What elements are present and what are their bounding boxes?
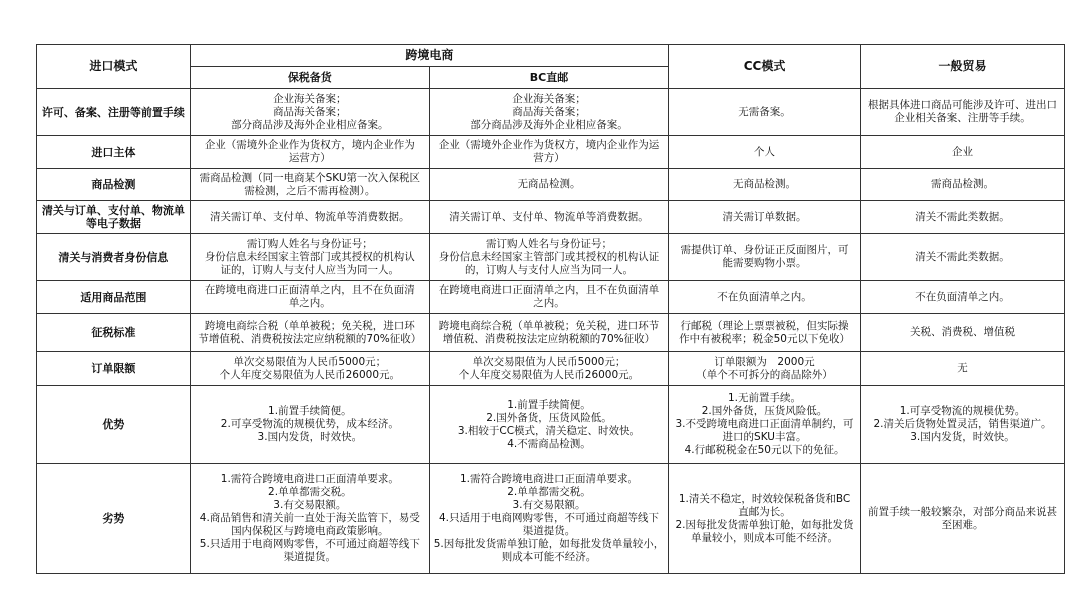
header-cross-border: 跨境电商 [190,45,668,67]
cell-general: 根据具体进口商品可能涉及许可、进出口 企业相关备案、注册等手续。 [860,89,1064,136]
table-row [37,201,1065,234]
row-label: 征税标准 [37,314,191,352]
cell-general: 无 [860,352,1064,386]
cell-bc: 跨境电商综合税（单单被税；免关税，进口环节 增值税、消费税按法定应纳税额的70%征收） [429,314,668,352]
cell-bonded: 企业（需境外企业作为货权方，境内企业作为 运营方） [190,136,429,169]
comparison-table [36,44,1065,574]
cell-bc: 无商品检测。 [429,169,668,201]
cell-cc: 行邮税（理论上票票被税，但实际操 作中有被税率；税金50元以下免收） [669,314,861,352]
row-label: 商品检测 [37,169,191,201]
cell-bonded: 跨境电商综合税（单单被税；免关税，进口环 节增值税、消费税按法定应纳税额的70%征收） [190,314,429,352]
cell-general: 清关不需此类数据。 [860,234,1064,281]
cell-general: 企业 [860,136,1064,169]
header-cc-mode: CC模式 [669,45,861,89]
cell-bonded: 需订购人姓名与身份证号； 身份信息未经国家主管部门或其授权的机构认 证的，订购人与支付人应当为同一人。 [190,234,429,281]
cell-general: 不在负面清单之内。 [860,281,1064,314]
cell-bc: 企业海关备案； 商品海关备案； 部分商品涉及海外企业相应备案。 [429,89,668,136]
table-row [37,136,1065,169]
table-row [37,281,1065,314]
table-row [37,352,1065,386]
row-label: 适用商品范围 [37,281,191,314]
table-row [37,169,1065,201]
cell-cc: 1.清关不稳定，时效较保税备货和BC 直邮为长。 2.因每批发货需单独订舱，如每批发货 单量较小，则成本可能不经济。 [669,464,861,574]
header-general-trade: 一般贸易 [860,45,1064,89]
cell-bonded: 企业海关备案； 商品海关备案； 部分商品涉及海外企业相应备案。 [190,89,429,136]
cell-general: 前置手续一般较繁杂，对部分商品来说甚 至困难。 [860,464,1064,574]
cell-cc: 1.无前置手续。 2.国外备货，压货风险低。 3.不受跨境电商进口正面清单制约，可 进口的SKU丰富。 4.行邮税税金在50元以下的免征。 [669,386,861,464]
row-label: 许可、备案、注册等前置手续 [37,89,191,136]
cell-bc: 1.前置手续简便。 2.国外备货，压货风险低。 3.相较于CC模式，清关稳定、时效快。 4.不需商品检测。 [429,386,668,464]
cell-cc: 无商品检测。 [669,169,861,201]
cell-bc: 1.需符合跨境电商进口正面清单要求。 2.单单都需交税。 3.有交易限额。 4.只适用于电商网购零售，不可通过商超等线下 渠道提货。 5.因每批发货需单独订舱，如每批发货单量较小， 则成本可能不经济。 [429,464,668,574]
cell-bonded: 1.前置手续简便。 2.可享受物流的规模优势，成本经济。 3.国内发货，时效快。 [190,386,429,464]
cell-general: 清关不需此类数据。 [860,201,1064,234]
row-label: 优势 [37,386,191,464]
header-bc-direct: BC直邮 [429,67,668,89]
cell-cc: 个人 [669,136,861,169]
header-import-mode: 进口模式 [37,45,191,89]
row-label: 清关与消费者身份信息 [37,234,191,281]
cell-general: 需商品检测。 [860,169,1064,201]
cell-bonded: 单次交易限值为人民币5000元； 个人年度交易限值为人民币26000元。 [190,352,429,386]
cell-bc: 清关需订单、支付单、物流单等消费数据。 [429,201,668,234]
cell-cc: 订单限额为 2000元 （单个不可拆分的商品除外） [669,352,861,386]
table-row [37,234,1065,281]
cell-bc: 需订购人姓名与身份证号； 身份信息未经国家主管部门或其授权的机构认证 的，订购人与支付人应当为同一人。 [429,234,668,281]
row-label: 进口主体 [37,136,191,169]
header-bonded: 保税备货 [190,67,429,89]
cell-general: 关税、消费税、增值税 [860,314,1064,352]
row-label: 订单限额 [37,352,191,386]
table-row [37,386,1065,464]
cell-bc: 企业（需境外企业作为货权方，境内企业作为运 营方） [429,136,668,169]
table-row [37,464,1065,574]
cell-general: 1.可享受物流的规模优势。 2.清关后货物处置灵活，销售渠道广。 3.国内发货，时效快。 [860,386,1064,464]
cell-cc: 无需备案。 [669,89,861,136]
cell-cc: 清关需订单数据。 [669,201,861,234]
cell-bc: 在跨境电商进口正面清单之内，且不在负面清单 之内。 [429,281,668,314]
cell-bonded: 在跨境电商进口正面清单之内，且不在负面清 单之内。 [190,281,429,314]
row-label: 劣势 [37,464,191,574]
row-label: 清关与订单、支付单、物流单 等电子数据 [37,201,191,234]
cell-bonded: 需商品检测（同一电商某个SKU第一次入保税区 需检测，之后不需再检测）。 [190,169,429,201]
cell-bonded: 1.需符合跨境电商进口正面清单要求。 2.单单都需交税。 3.有交易限额。 4.商品销售和清关前一直处于海关监管下，易受 国内保税区与跨境电商政策影响。 5.只适用于电商网购零售，不可通过商超等线下 渠道提货。 [190,464,429,574]
cell-bonded: 清关需订单、支付单、物流单等消费数据。 [190,201,429,234]
table-row [37,314,1065,352]
cell-bc: 单次交易限值为人民币5000元； 个人年度交易限值为人民币26000元。 [429,352,668,386]
table-row [37,89,1065,136]
cell-cc: 需提供订单、身份证正反面图片，可 能需要购物小票。 [669,234,861,281]
cell-cc: 不在负面清单之内。 [669,281,861,314]
